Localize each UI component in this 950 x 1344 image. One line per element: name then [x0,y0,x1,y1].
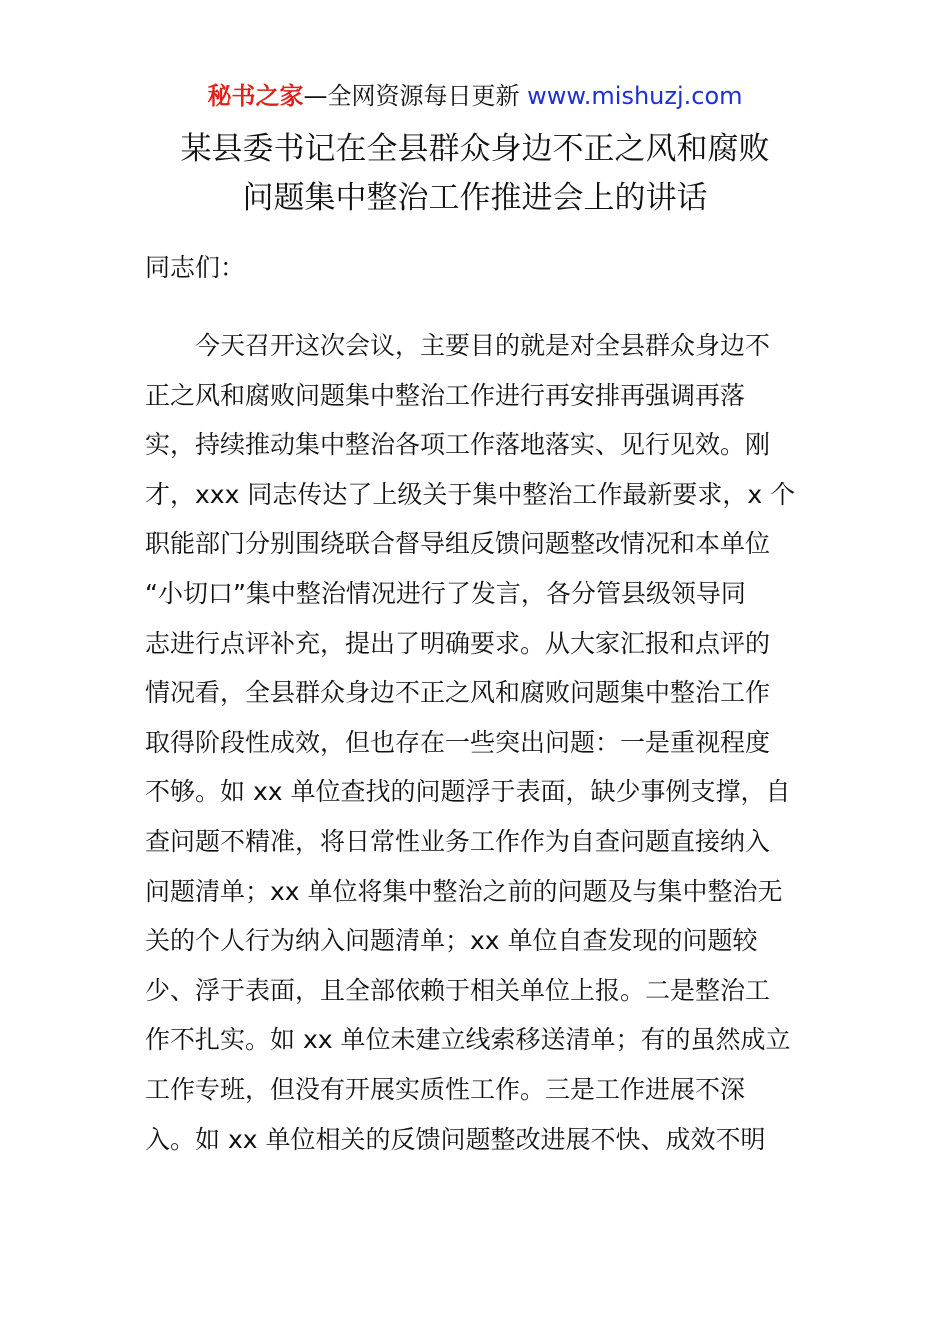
body-line: 作不扎实。如 xx 单位未建立线索移送清单；有的虽然成立 [145,1025,791,1055]
body-line: 取得阶段性成效，但也存在一些突出问题：一是重视程度 [145,727,771,757]
site-url-link[interactable]: www.mishuzj.com [527,82,743,110]
body-line: 志进行点评补充，提出了明确要求。从大家汇报和点评的 [145,628,771,658]
body-line: 不够。如 xx 单位查找的问题浮于表面，缺少事例支撑，自 [145,777,791,807]
header-tagline: —全网资源每日更新 [303,82,528,110]
body-line: 正之风和腐败问题集中整治工作进行再安排再强调再落 [145,380,746,410]
document-title-line-1: 某县委书记在全县群众身边不正之风和腐败 [180,131,770,167]
salutation: 同志们： [145,253,246,282]
site-header [0,80,950,112]
body-line: 才，xxx 同志传达了上级关于集中整治工作最新要求，x 个 [145,479,796,509]
body-line: 关的个人行为纳入问题清单；xx 单位自查发现的问题较 [145,926,758,956]
body-line: 情况看，全县群众身边不正之风和腐败问题集中整治工作 [145,678,771,708]
document-title-line-2: 问题集中整治工作推进会上的讲话 [242,180,708,216]
body-line: 工作专班，但没有开展实质性工作。三是工作进展不深 [145,1074,746,1104]
body-line: 入。如 xx 单位相关的反馈问题整改进展不快、成效不明 [145,1124,766,1154]
body-line: 职能部门分别围绕联合督导组反馈问题整改情况和本单位 [145,529,771,559]
speech-body [145,326,815,1169]
brand-name: 秘书之家 [207,82,304,110]
body-line: 问题清单；xx 单位将集中整治之前的问题及与集中整治无 [145,876,783,906]
body-line: 查问题不精准，将日常性业务工作作为自查问题直接纳入 [145,826,771,856]
body-line: 少、浮于表面，且全部依赖于相关单位上报。二是整治工 [145,975,771,1005]
body-line: 实，持续推动集中整治各项工作落地落实、见行见效。刚 [145,430,771,460]
body-line: “小切口”集中整治情况进行了发言，各分管县级领导同 [145,578,746,608]
body-line: 今天召开这次会议，主要目的就是对全县群众身边不 [195,331,771,360]
